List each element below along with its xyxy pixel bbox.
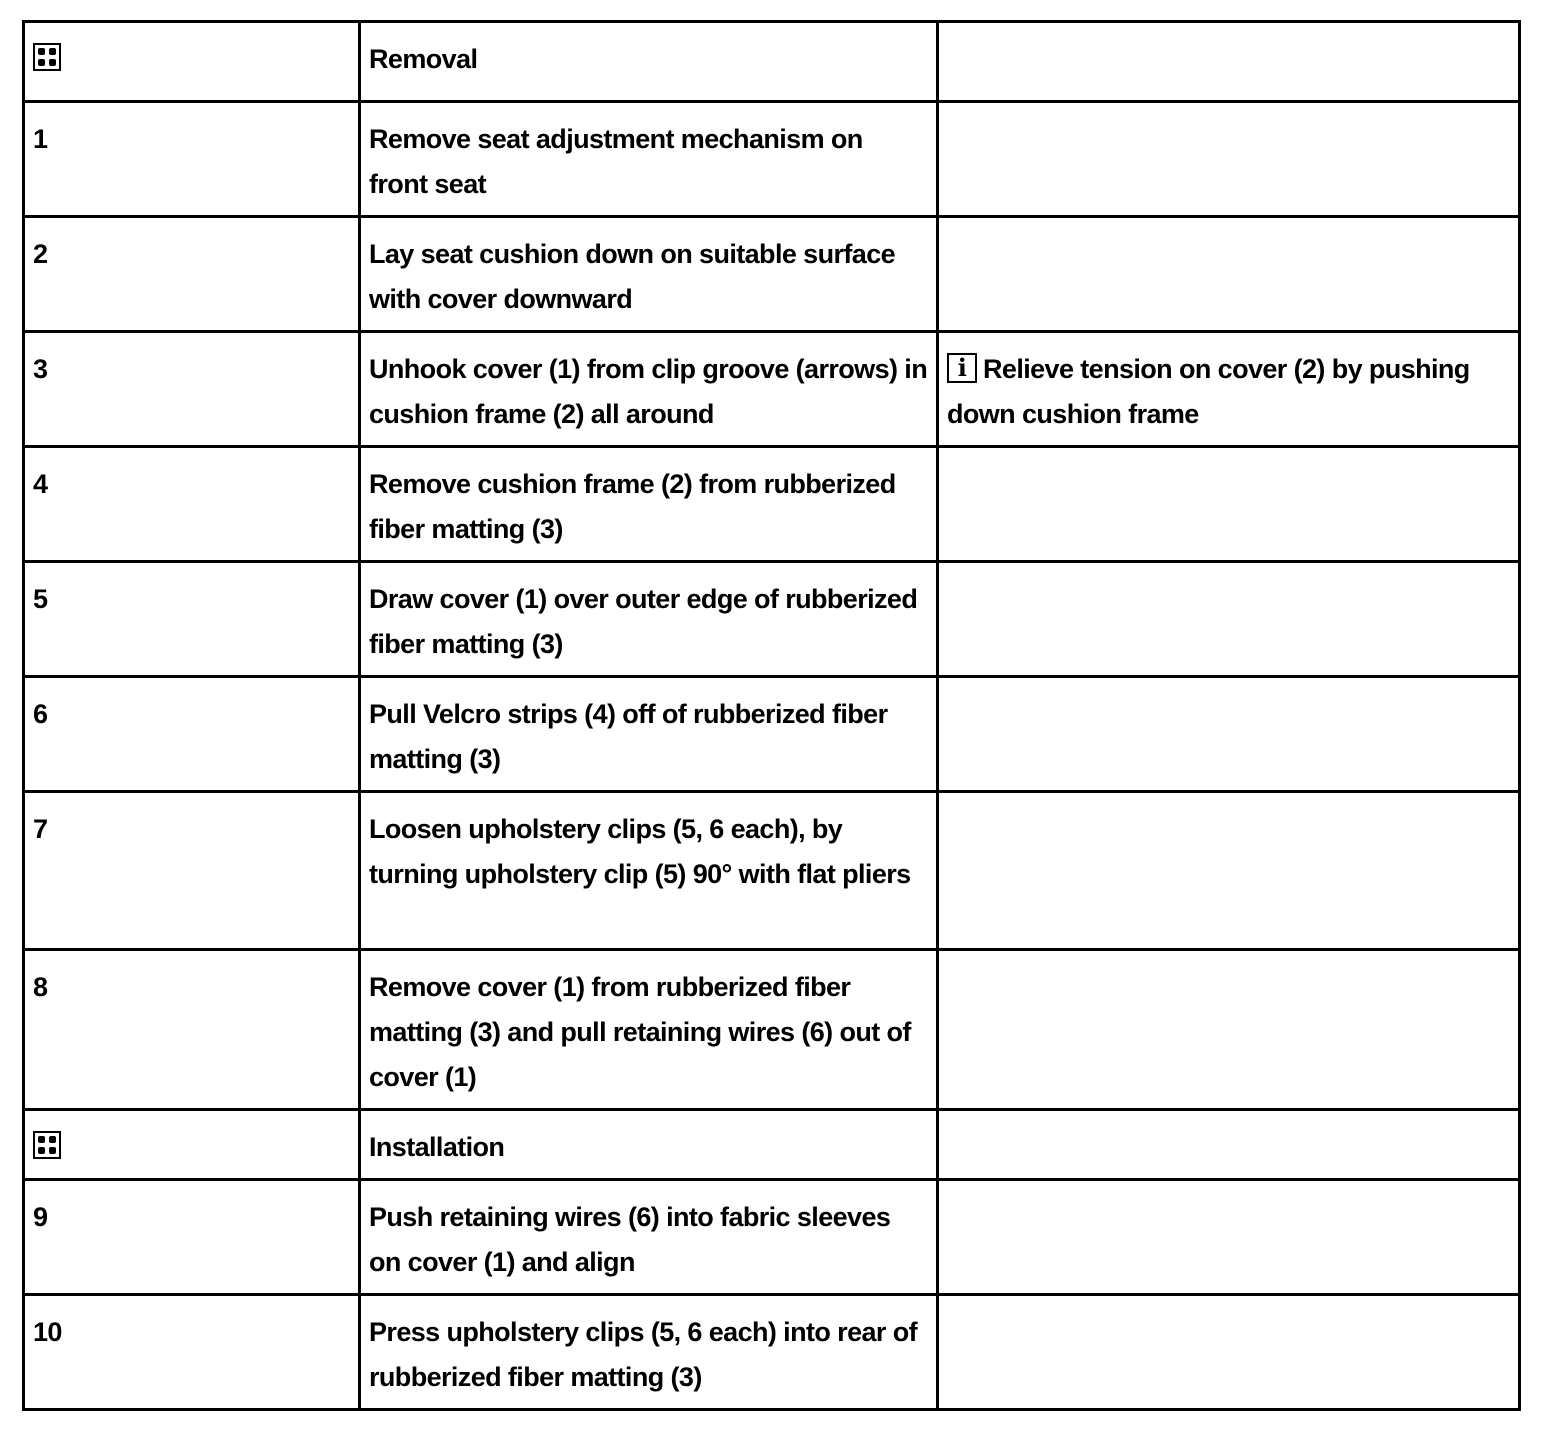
section-title-installation: Installation: [360, 1110, 938, 1180]
note-cell: [938, 217, 1520, 332]
step-number: 6: [24, 677, 360, 792]
note-cell: [938, 950, 1520, 1110]
note-cell: [938, 447, 1520, 562]
info-icon: i: [947, 353, 977, 383]
step-number: 10: [24, 1295, 360, 1410]
note-cell: [938, 102, 1520, 217]
step-number: 9: [24, 1180, 360, 1295]
table-row: [24, 950, 1520, 1110]
table-row: [24, 332, 1520, 447]
note-cell: [938, 1180, 1520, 1295]
step-number: 5: [24, 562, 360, 677]
step-text: Unhook cover (1) from clip groove (arrows) in cushion frame (2) all around: [360, 332, 938, 447]
table-row: [24, 102, 1520, 217]
section-row-installation: [24, 1110, 1520, 1180]
section-title-removal: Removal: [360, 22, 938, 102]
note-cell: [938, 1110, 1520, 1180]
procedure-table: [22, 20, 1521, 1411]
step-text: Remove seat adjustment mechanism on front seat: [360, 102, 938, 217]
section-icon-cell: [24, 22, 360, 102]
step-number: 4: [24, 447, 360, 562]
table-row: [24, 562, 1520, 677]
table-row: [24, 447, 1520, 562]
note-cell: [938, 332, 1520, 447]
table-row: [24, 217, 1520, 332]
step-text: Remove cushion frame (2) from rubberized fiber matting (3): [360, 447, 938, 562]
note-cell: [938, 562, 1520, 677]
step-text: Press upholstery clips (5, 6 each) into rear of rubberized fiber matting (3): [360, 1295, 938, 1410]
note-cell: [938, 792, 1520, 950]
step-number: 7: [24, 792, 360, 950]
table-row: [24, 792, 1520, 950]
step-number: 1: [24, 102, 360, 217]
step-text: Loosen upholstery clips (5, 6 each), by turning upholstery clip (5) 90° with flat pliers: [360, 792, 938, 950]
step-text: Remove cover (1) from rubberized fiber matting (3) and pull retaining wires (6) out of cover (1): [360, 950, 938, 1110]
section-row-removal: [24, 22, 1520, 102]
note-cell: [938, 1295, 1520, 1410]
step-number: 2: [24, 217, 360, 332]
step-text: Push retaining wires (6) into fabric sleeves on cover (1) and align: [360, 1180, 938, 1295]
table-row: [24, 1295, 1520, 1410]
note-text: Relieve tension on cover (2) by pushing down cushion frame: [947, 354, 1470, 429]
section-icon-cell: [24, 1110, 360, 1180]
table-row: [24, 1180, 1520, 1295]
step-text: Pull Velcro strips (4) off of rubberized fiber matting (3): [360, 677, 938, 792]
removal-tool-icon: [33, 43, 61, 71]
table-row: [24, 677, 1520, 792]
note-cell: [938, 22, 1520, 102]
note-cell: [938, 677, 1520, 792]
step-number: 3: [24, 332, 360, 447]
step-number: 8: [24, 950, 360, 1110]
step-text: Lay seat cushion down on suitable surface with cover downward: [360, 217, 938, 332]
installation-tool-icon: [33, 1131, 61, 1159]
step-text: Draw cover (1) over outer edge of rubberized fiber matting (3): [360, 562, 938, 677]
